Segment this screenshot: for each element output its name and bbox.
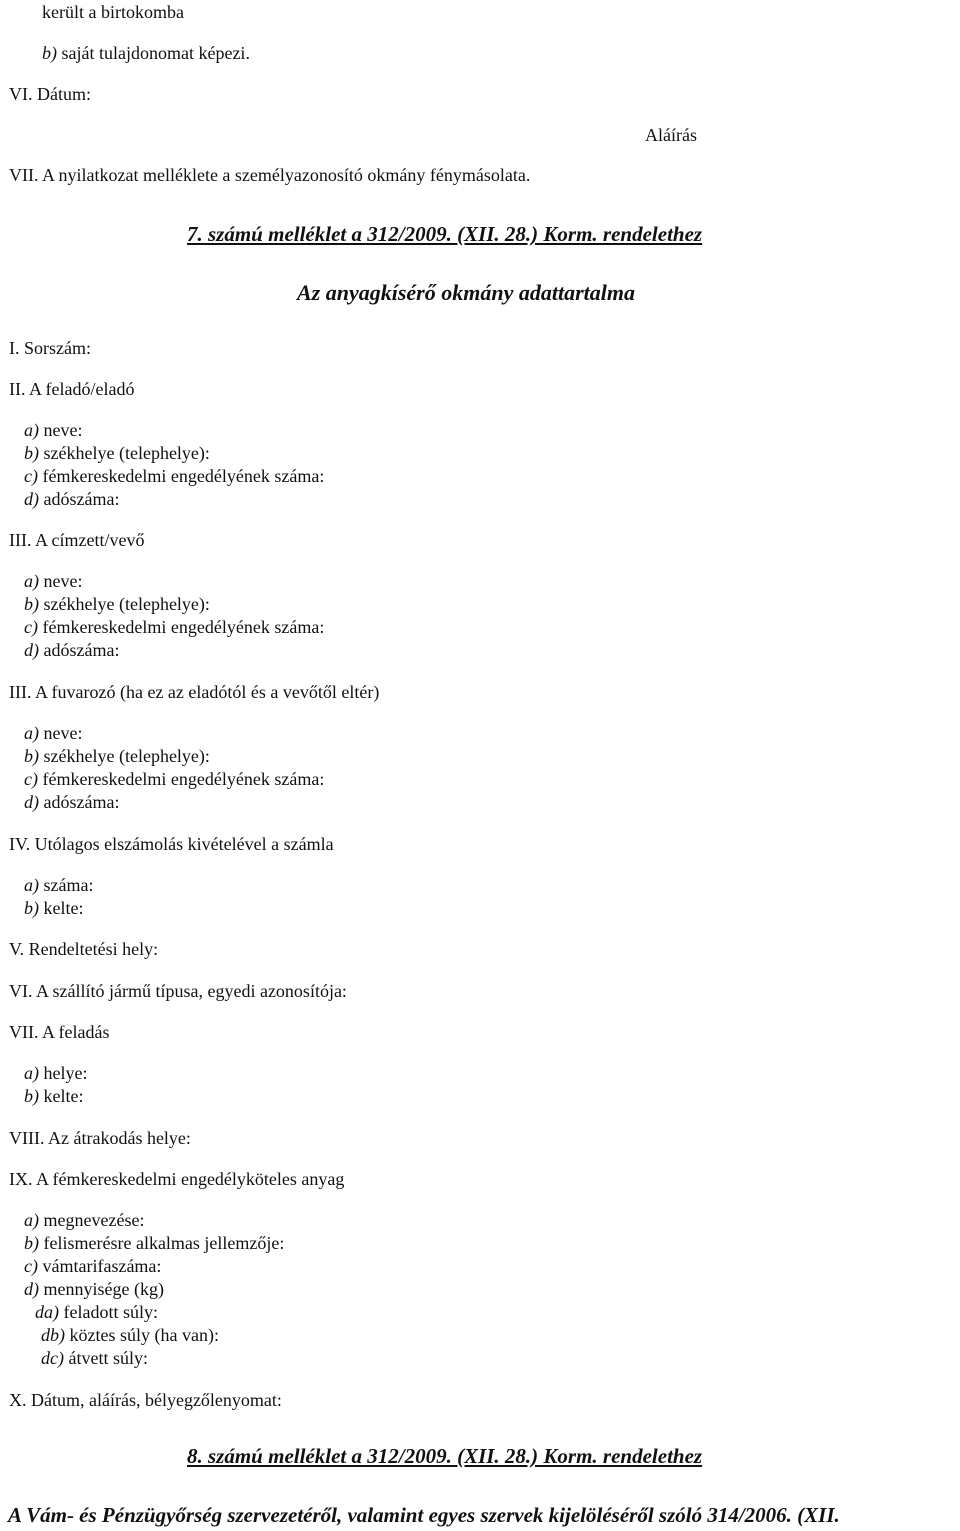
annex-7-subtitle: Az anyagkísérő okmány adattartalma bbox=[297, 280, 635, 305]
list-item bbox=[24, 791, 119, 813]
item-text: kelte: bbox=[39, 898, 84, 918]
item-text: saját tulajdonomat képezi. bbox=[57, 43, 250, 63]
section-melleklet: VII. A nyilatkozat melléklete a személyazonosító okmány fénymásolata. bbox=[9, 165, 531, 185]
sub-list-item bbox=[41, 1347, 148, 1369]
item-marker: b) bbox=[42, 43, 57, 63]
annex-8-title: 8. számú melléklet a 312/2009. (XII. 28.) Korm. rendelethez bbox=[187, 1444, 703, 1468]
list-item bbox=[24, 722, 82, 744]
item-marker: c) bbox=[24, 1256, 38, 1276]
list-item bbox=[24, 593, 210, 615]
section-6: VI. A szállító jármű típusa, egyedi azonosítója: bbox=[9, 981, 347, 1001]
item-text: neve: bbox=[39, 723, 83, 743]
list-item bbox=[24, 1232, 284, 1254]
section-2: II. A feladó/eladó bbox=[9, 379, 135, 399]
item-text: kelte: bbox=[39, 1086, 84, 1106]
list-item bbox=[24, 465, 324, 487]
item-marker: d) bbox=[24, 489, 39, 509]
item-marker: a) bbox=[24, 723, 39, 743]
item-text: székhelye (telephelye): bbox=[39, 594, 210, 614]
section-3: III. A címzett/vevő bbox=[9, 530, 145, 550]
item-marker: d) bbox=[24, 1279, 39, 1299]
item-marker: b) bbox=[24, 594, 39, 614]
list-item bbox=[24, 639, 119, 661]
item-marker: a) bbox=[24, 875, 39, 895]
section-10: X. Dátum, aláírás, bélyegzőlenyomat: bbox=[9, 1390, 282, 1410]
item-marker: db) bbox=[41, 1325, 65, 1345]
list-item bbox=[24, 442, 210, 464]
item-text: fémkereskedelmi engedélyének száma: bbox=[37, 466, 325, 486]
item-marker: d) bbox=[24, 640, 39, 660]
section-3-carrier: III. A fuvarozó (ha ez az eladótól és a vevőtől eltér) bbox=[9, 682, 380, 702]
item-marker: a) bbox=[24, 420, 39, 440]
item-marker: da) bbox=[35, 1302, 59, 1322]
list-item bbox=[24, 1278, 164, 1300]
item-text: adószáma: bbox=[39, 640, 120, 660]
item-marker: dc) bbox=[41, 1348, 64, 1368]
item-marker: c) bbox=[24, 769, 38, 789]
item-text: székhelye (telephelye): bbox=[39, 746, 210, 766]
text-line-birtokomba: került a birtokomba bbox=[42, 2, 184, 22]
item-marker: a) bbox=[24, 571, 39, 591]
item-marker: d) bbox=[24, 792, 39, 812]
annex-8-regulation-title: A Vám- és Pénzügyőrség szervezetéről, valamint egyes szervek kijelöléséről szóló 314/2006. (XII. bbox=[8, 1503, 840, 1527]
item-text: neve: bbox=[39, 420, 83, 440]
section-4: IV. Utólagos elszámolás kivételével a számla bbox=[9, 834, 334, 854]
list-item bbox=[24, 419, 82, 441]
item-text: fémkereskedelmi engedélyének száma: bbox=[37, 769, 325, 789]
list-item bbox=[24, 1255, 161, 1277]
sub-list-item bbox=[35, 1301, 158, 1323]
list-item bbox=[24, 897, 83, 919]
section-9: IX. A fémkereskedelmi engedélyköteles anyag bbox=[9, 1169, 345, 1189]
item-marker: b) bbox=[24, 1086, 39, 1106]
list-item bbox=[24, 745, 210, 767]
item-text: felismerésre alkalmas jellemzője: bbox=[39, 1233, 285, 1253]
item-text: neve: bbox=[39, 571, 83, 591]
section-8: VIII. Az átrakodás helye: bbox=[9, 1128, 191, 1148]
list-item bbox=[24, 874, 93, 896]
list-item bbox=[24, 616, 324, 638]
text-line-tulajdon bbox=[42, 42, 250, 64]
item-marker: c) bbox=[24, 466, 38, 486]
list-item bbox=[24, 570, 82, 592]
signature-label: Aláírás bbox=[645, 125, 697, 145]
item-marker: c) bbox=[24, 617, 38, 637]
list-item bbox=[24, 1062, 87, 1084]
item-text: adószáma: bbox=[39, 489, 120, 509]
item-marker: a) bbox=[24, 1210, 39, 1230]
section-7: VII. A feladás bbox=[9, 1022, 110, 1042]
item-text: adószáma: bbox=[39, 792, 120, 812]
item-marker: b) bbox=[24, 746, 39, 766]
item-text: köztes súly (ha van): bbox=[65, 1325, 219, 1345]
section-1: I. Sorszám: bbox=[9, 338, 91, 358]
item-text: helye: bbox=[39, 1063, 88, 1083]
item-text: vámtarifaszáma: bbox=[37, 1256, 162, 1276]
item-text: székhelye (telephelye): bbox=[39, 443, 210, 463]
list-item bbox=[24, 1209, 144, 1231]
item-marker: b) bbox=[24, 898, 39, 918]
item-text: feladott súly: bbox=[59, 1302, 158, 1322]
annex-7-title: 7. számú melléklet a 312/2009. (XII. 28.) Korm. rendelethez bbox=[187, 222, 703, 246]
sub-list-item bbox=[41, 1324, 219, 1346]
list-item bbox=[24, 768, 324, 790]
item-text: átvett súly: bbox=[63, 1348, 148, 1368]
section-datum: VI. Dátum: bbox=[9, 84, 91, 104]
item-marker: a) bbox=[24, 1063, 39, 1083]
item-text: megnevezése: bbox=[39, 1210, 145, 1230]
item-text: mennyisége (kg) bbox=[39, 1279, 164, 1299]
section-5: V. Rendeltetési hely: bbox=[9, 939, 159, 959]
list-item bbox=[24, 1085, 83, 1107]
list-item bbox=[24, 488, 119, 510]
item-marker: b) bbox=[24, 1233, 39, 1253]
item-marker: b) bbox=[24, 443, 39, 463]
item-text: száma: bbox=[39, 875, 94, 895]
item-text: fémkereskedelmi engedélyének száma: bbox=[37, 617, 325, 637]
